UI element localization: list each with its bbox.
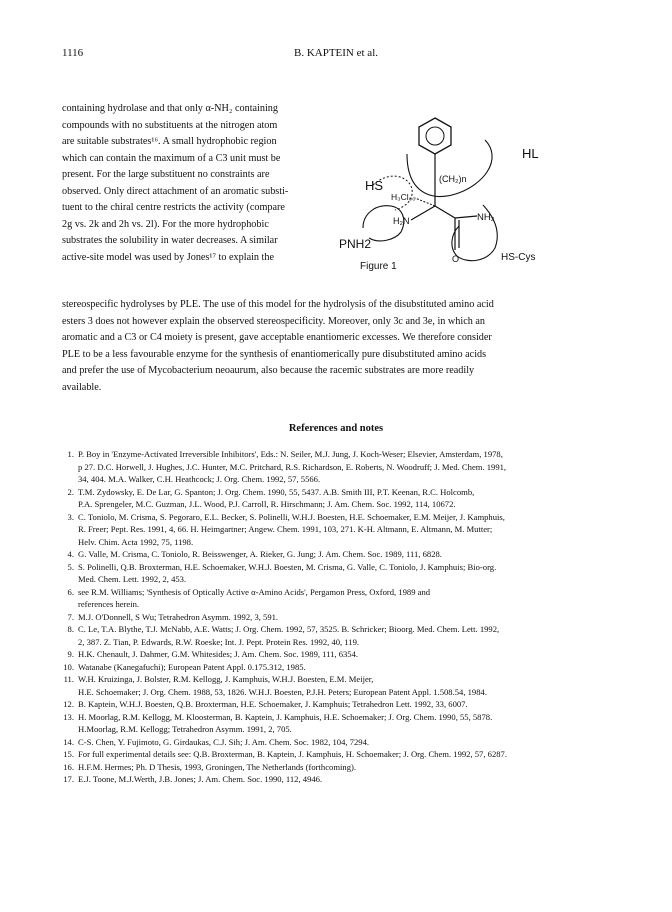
reference-line: M.J. O'Donnell, S Wu; Tetrahedron Asymm. 1992, 3, 591. [78, 611, 279, 622]
reference-number: 12. [63, 699, 74, 709]
reference-line: H.Moorlag, R.M. Kellogg; Tetrahedron Asymm. 1991, 2, 705. [78, 724, 292, 734]
reference-text [74, 748, 612, 761]
reference-line: C. Le, T.A. Blythe, T.J. McNabb, A.E. Watts; J. Org. Chem. 1992, 57, 3525. B. Schricker; Bioorg. Med. Chem. Lett. 1992, [78, 624, 500, 634]
reference-item [62, 748, 612, 761]
reference-text [74, 548, 612, 561]
text-line: 2g vs. 2k and 2h vs. 2l). For the more hydrophobic [62, 218, 269, 230]
reference-line: 2, 387. Z. Tian, P. Edwards, R.W. Roeske; Int. J. Pept. Protein Res. 1992, 40, 119. [78, 636, 360, 647]
benzene-ring [419, 118, 451, 154]
reference-line: references herein. [78, 599, 140, 609]
reference-number: 3. [67, 511, 74, 522]
reference-item [62, 511, 612, 549]
reference-item [62, 711, 612, 736]
hs-cys-label: HS-Cys [501, 252, 536, 263]
reference-item [62, 548, 612, 561]
reference-number: 1. [67, 449, 74, 459]
reference-item [62, 611, 612, 624]
reference-text [74, 673, 612, 698]
reference-number: 16. [63, 761, 74, 772]
hs-label: HS [365, 178, 384, 193]
large-pocket-outline [407, 140, 492, 197]
pnh2-label: PNH2 [339, 237, 372, 251]
ch2n-label: (CH₂)n [439, 174, 467, 184]
references-list [62, 448, 612, 786]
reference-text [74, 736, 612, 749]
reference-number: 13. [63, 711, 74, 722]
full-width-paragraph [62, 297, 612, 396]
reference-number: 5. [67, 561, 74, 572]
reference-text [74, 698, 612, 711]
reference-line: H.F.M. Hermes; Ph. D Thesis, 1993, Groningen, The Netherlands (forthcoming). [78, 761, 357, 772]
references-heading: References and notes [288, 423, 384, 434]
text-line: available. [62, 381, 102, 393]
reference-item [62, 673, 612, 698]
reference-line: H.E. Schoemaker; J. Org. Chem. 1988, 53, 1826. W.H.J. Boesten, P.J.H. Peters; European Patent Appl. 1.508.54, 1984. [78, 686, 487, 697]
reference-line: W.H. Kruizinga, J. Bolster, R.M. Kellogg, J. Kamphuis, W.H.J. Boesten, E.M. Meijer, [78, 674, 374, 684]
text-line: aromatic and a C3 or C4 moiety is present, gave acceptable enantiomeric excesses. We therefore consider [62, 332, 492, 343]
reference-number: 9. [67, 649, 74, 659]
text-line: present. For the large substituent no constraints are [62, 169, 270, 180]
reference-line: E.J. Toone, M.J.Werth, J.B. Jones; J. Am. Chem. Soc. 1990, 112, 4946. [78, 774, 323, 784]
reference-item [62, 698, 612, 711]
reference-line: p 27. D.C. Horwell, J. Hughes, J.C. Hunter, M.C. Pritchard, R.S. Richardson, E. Roberts, N. Woodruff; J. Med. Chem. 1991, [78, 461, 507, 472]
reference-number: 8. [67, 624, 74, 634]
reference-line: Helv. Chim. Acta 1992, 75, 1198. [78, 536, 194, 547]
reference-number: 15. [63, 749, 74, 759]
reference-line: S. Polinelli, Q.B. Broxterman, H.E. Schoemaker, W.H.J. Boesten, M. Crisma, G. Valle, C. Toniolo, J. Kamphuis; Bio-org. [78, 561, 497, 572]
reference-line: H. Moorlag, R.M. Kellogg, M. Kloosterman, B. Kaptein, J. Kamphuis, H.E. Schoemaker; J. Org. Chem. 1990, 55, 5878. [78, 711, 493, 722]
reference-line: For full experimental details see: Q.B. Broxterman, B. Kaptein, J. Kamphuis, H. Schoemaker; J. Org. Chem. 1992, 57, 6287. [78, 749, 507, 759]
reference-line: C. Toniolo, M. Crisma, S. Pegoraro, E.L. Becker, S. Polinelli, W.H.J. Boesten, H.E. Schoemaker, E.M. Meijer, J. Kamphuis, [78, 511, 505, 522]
reference-item [62, 773, 612, 786]
text-line: observed. Only direct attachment of an aromatic substi- [62, 185, 289, 197]
text-line: which can contain the maximum of a C3 unit must be [62, 152, 281, 164]
reference-text [74, 711, 612, 736]
text-line: tuent to the chiral centre restricts the activity (compare [62, 202, 285, 213]
reference-text [74, 661, 612, 674]
reference-text [74, 611, 612, 624]
text-line: are suitable substrates¹⁶. A small hydrophobic region [62, 136, 277, 147]
figure-caption: Figure 1 [360, 261, 397, 272]
reference-line: R. Freer; Pept. Res. 1991, 4, 66. H. Heimgartner; Angew. Chem. 1991, 103, 271. K-H. Altmann, E. Altmann, M. Mutter; [78, 524, 493, 534]
running-head: B. KAPTEIN et al. [293, 47, 378, 59]
reference-line: H.K. Chenault, J. Dahmer, G.M. Whitesides; J. Am. Chem. Soc. 1989, 111, 6354. [78, 649, 359, 659]
nh2-label: NH₂ [477, 212, 495, 223]
text-line: stereospecific hydrolyses by PLE. The use of this model for the hydrolysis of the disubstituted amino acid [62, 299, 494, 310]
bond-carbonyl-to-nh2 [455, 216, 477, 218]
reference-item [62, 586, 612, 611]
reference-item [62, 623, 612, 648]
bond-center-to-methyl [415, 198, 435, 206]
text-line: compounds with no substituents at the nitrogen atom [62, 119, 278, 131]
reference-number: 14. [63, 736, 74, 747]
reference-number: 7. [67, 611, 74, 622]
reference-text [74, 773, 612, 786]
reference-text [74, 623, 612, 648]
text-line: active-site model was used by Jones¹⁷ to explain the [62, 251, 275, 263]
reference-item [62, 661, 612, 674]
reference-text [74, 561, 612, 586]
text-line: containing hydrolase and that only α-NH₂ containing [62, 103, 278, 114]
reference-line: see R.M. Williams; 'Synthesis of Optically Active α-Amino Acids', Pergamon Press, Oxford, 1989 and [78, 586, 431, 597]
text-line: esters 3 does not however explain the observed stereospecificity. Moreover, only 3c and 3e, in which an [62, 315, 485, 327]
reference-line: 34, 404. M.A. Walker, C.H. Heathcock; J. Org. Chem. 1992, 57, 5566. [78, 474, 321, 484]
oxygen-label: O [452, 254, 460, 264]
reference-item [62, 448, 612, 486]
reference-item [62, 761, 612, 774]
h3cln-label: H₃Cl₀₀ [391, 192, 416, 202]
reference-item [62, 486, 612, 511]
page-number: 1116 [62, 47, 84, 59]
reference-text [74, 486, 612, 511]
reference-line: Med. Chem. Lett. 1992, 2, 453. [78, 574, 187, 584]
reference-number: 11. [63, 674, 74, 684]
reference-line: Watanabe (Kanegafuchi); European Patent Appl. 0.175.312, 1985. [78, 661, 306, 672]
reference-line: P. Boy in 'Enzyme-Activated Irreversible Inhibitors', Eds.: N. Seiler, M.J. Jung, J. Koch-Weser; Elsevier, Amsterdam, 1978, [78, 449, 503, 459]
reference-text [74, 586, 612, 611]
reference-text [74, 448, 612, 486]
reference-line: T.M. Zydowsky, E. De Lar, G. Spanton; J. Org. Chem. 1990, 55, 5437. A.B. Smith III, P.T. Keenan, R.C. Holcomb, [78, 486, 475, 497]
reference-text [74, 511, 612, 549]
reference-item [62, 561, 612, 586]
reference-line: C-S. Chen, Y. Fujimoto, G. Girdaukas, C.J. Sih; J. Am. Chem. Soc. 1982, 104, 7294. [78, 736, 370, 747]
h2n-label: H₂N [393, 216, 410, 226]
reference-number: 17. [63, 774, 74, 784]
left-column-paragraph [62, 101, 327, 266]
reference-text [74, 648, 612, 661]
text-line: and prefer the use of Mycobacterium neoaurum, also because the racemic substrates are more readily [62, 365, 475, 376]
reference-item [62, 648, 612, 661]
reference-line: B. Kaptein, W.H.J. Boesten, Q.B. Broxterman, H.E. Schoemaker, J. Kamphuis; Tetrahedron Lett. 1992, 33, 6007. [78, 699, 468, 709]
text-line: substrates the solubility in water decreases. A similar [62, 235, 278, 246]
reference-item [62, 736, 612, 749]
reference-number: 6. [67, 586, 74, 597]
reference-number: 10. [63, 661, 74, 672]
reference-number: 2. [67, 486, 74, 497]
text-line: PLE to be a less favourable enzyme for the synthesis of enantiomerically pure disubstituted amino acids [62, 348, 487, 360]
reference-line: G. Valle, M. Crisma, C. Toniolo, R. Beisswenger, A. Rieker, G. Jung; J. Am. Chem. Soc. 1989, 111, 6828. [78, 549, 442, 559]
aromatic-circle [426, 127, 444, 145]
hl-label: HL [522, 146, 539, 161]
bond-center-to-carbonyl [435, 206, 455, 218]
reference-number: 4. [67, 549, 74, 559]
bond-center-to-nh2 [411, 206, 435, 220]
reference-line: P.A. Sprengeler, M.C. Guzman, J.L. Wood, P.J. Carroll, R. Hirschmann; J. Am. Chem. Soc. 1992, 114, 10672. [78, 499, 456, 509]
reference-text [74, 761, 612, 774]
